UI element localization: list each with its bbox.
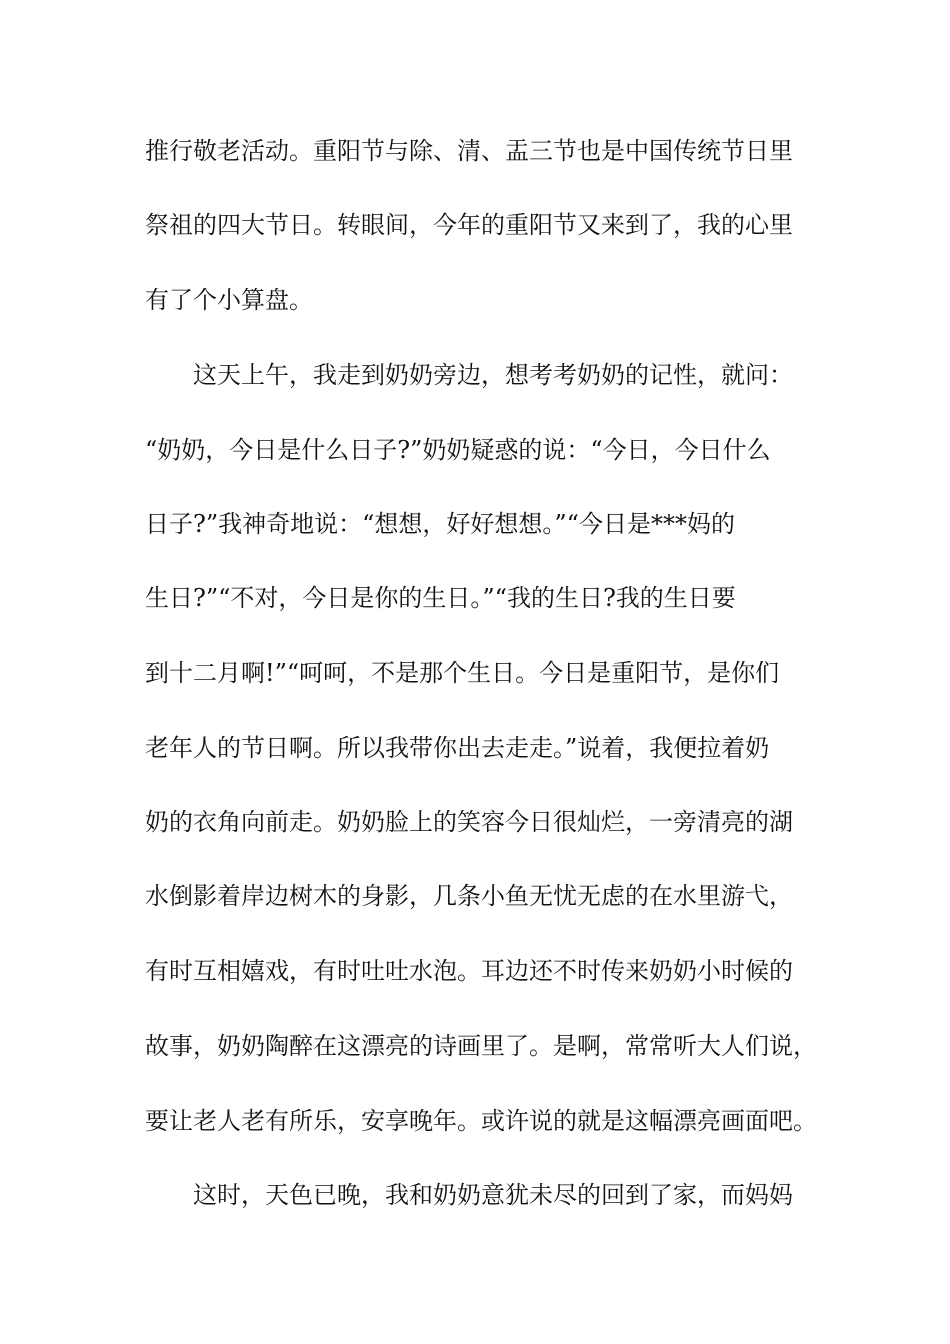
text-line: 有了个小算盘。 — [145, 286, 313, 314]
text-line: 日子?”我神奇地说：“想想，好好想想。”“今日是***妈的 — [145, 510, 735, 538]
text-line: 有时互相嬉戏，有时吐吐水泡。耳边还不时传来奶奶小时候的 — [145, 957, 793, 985]
text-line: 祭祖的四大节日。转眼间，今年的重阳节又来到了，我的心里 — [145, 211, 793, 239]
text-line: 故事，奶奶陶醉在这漂亮的诗画里了。是啊，常常听大人们说， — [145, 1032, 817, 1060]
text-line: 水倒影着岸边树木的身影，几条小鱼无忧无虑的在水里游弋， — [145, 882, 793, 910]
text-line: 奶的衣角向前走。奶奶脸上的笑容今日很灿烂，一旁清亮的湖 — [145, 808, 793, 836]
text-line: 生日?”“不对，今日是你的生日。”“我的生日?我的生日要 — [145, 584, 736, 612]
text-line: 到十二月啊!”“呵呵，不是那个生日。今日是重阳节，是你们 — [145, 659, 780, 687]
text-line: 要让老人老有所乐，安享晚年。或许说的就是这幅漂亮画面吧。 — [145, 1107, 817, 1135]
paragraph-start-line: 这天上午，我走到奶奶旁边，想考考奶奶的记性，就问： — [193, 361, 793, 389]
text-line: 推行敬老活动。重阳节与除、清、盂三节也是中国传统节日里 — [145, 137, 793, 165]
paragraph-start-line: 这时，天色已晚，我和奶奶意犹未尽的回到了家，而妈妈 — [193, 1181, 793, 1209]
text-line: “奶奶，今日是什么日子?”奶奶疑惑的说：“今日，今日什么 — [145, 436, 771, 464]
text-line: 老年人的节日啊。所以我带你出去走走。”说着，我便拉着奶 — [145, 734, 770, 762]
